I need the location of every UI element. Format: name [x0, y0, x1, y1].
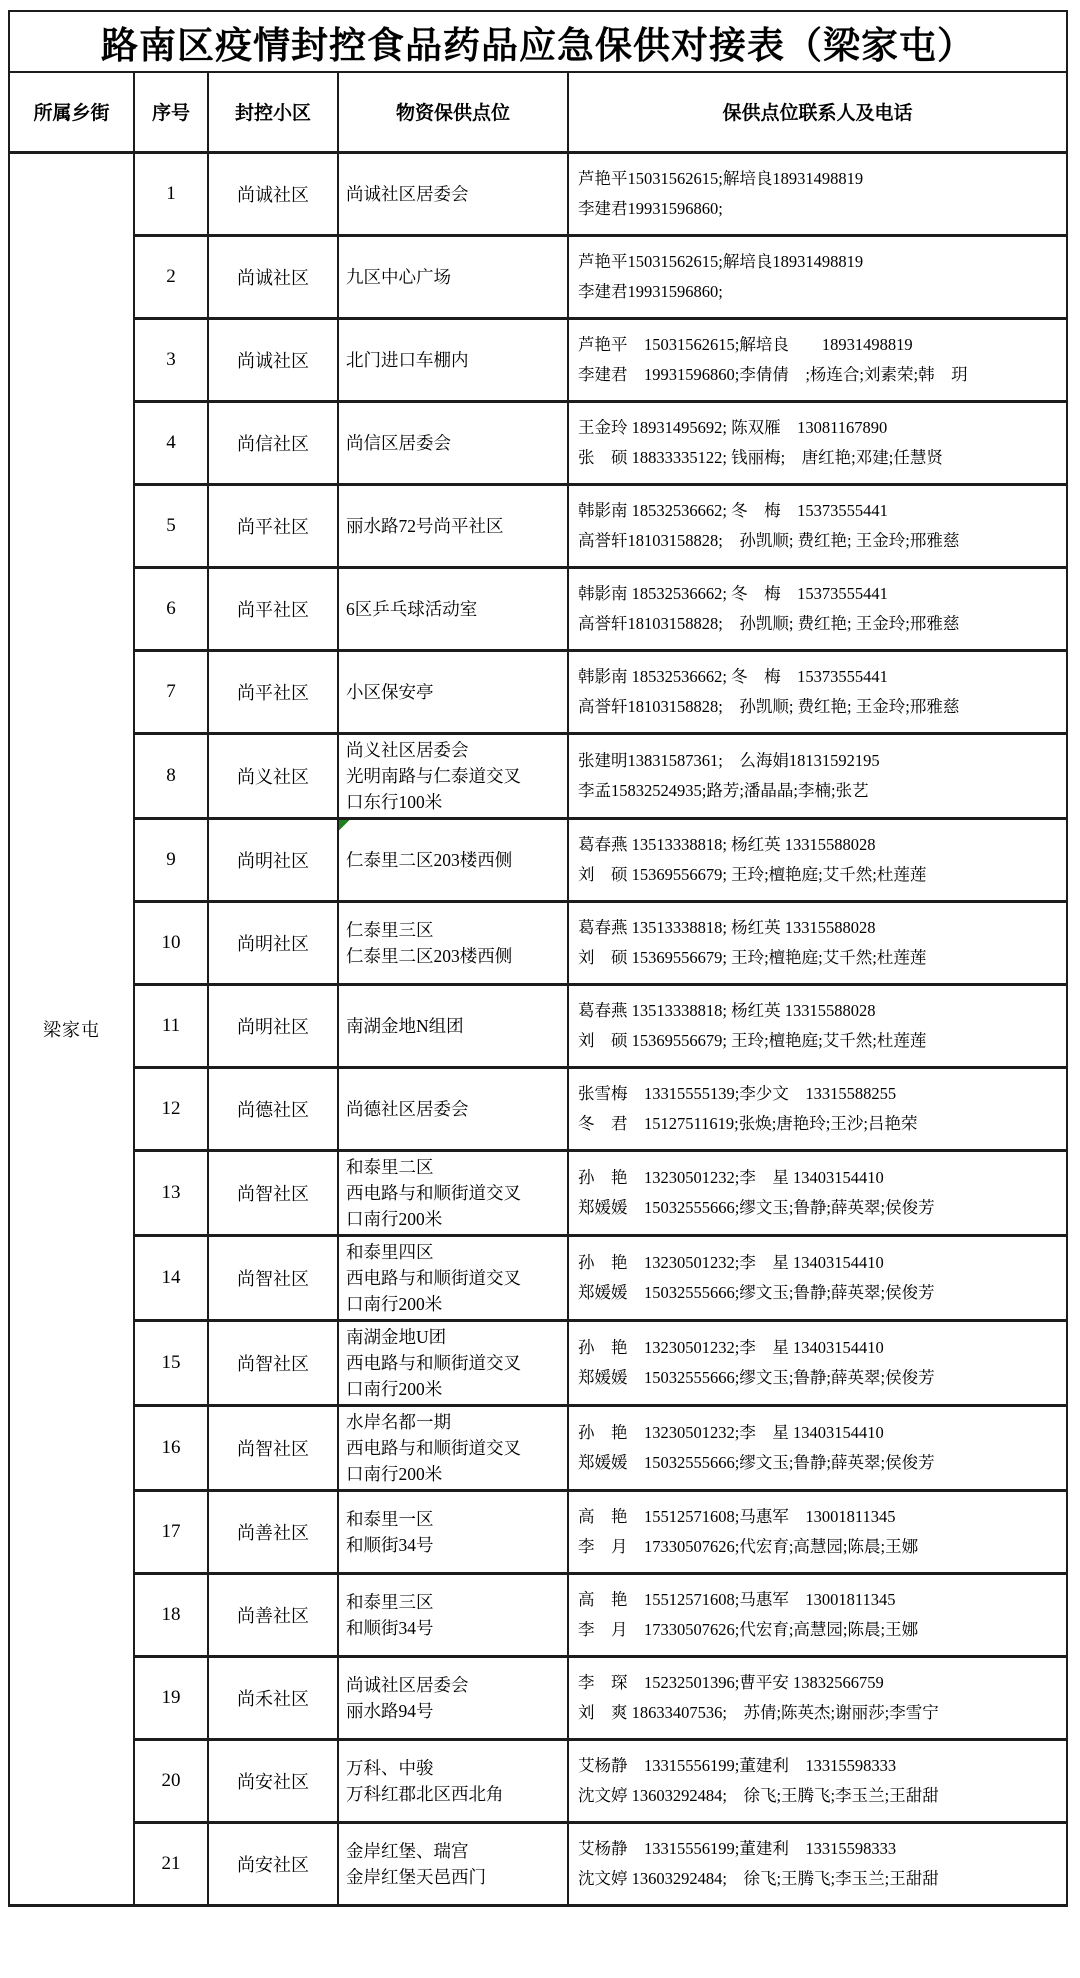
table-row — [9, 1235, 1067, 1320]
community-cell: 尚诚社区 — [208, 235, 338, 318]
contact-cell — [568, 318, 1067, 401]
contact-line: 韩影南 18532536662; 冬 梅 15373555441 — [578, 583, 888, 603]
contact-line: 孙 艳 13230501232;李 星 13403154410 — [578, 1337, 884, 1357]
location-line: 西电路与和顺街道交叉 — [346, 1437, 521, 1458]
table-row — [9, 318, 1067, 401]
contact-line: 李 琛 15232501396;曹平安 13832566759 — [578, 1672, 884, 1692]
page-title: 路南区疫情封控食品药品应急保供对接表（梁家屯） — [9, 11, 1067, 72]
table-row — [9, 1739, 1067, 1822]
location-cell — [338, 1573, 568, 1656]
location-line: 万科红郡北区西北角 — [346, 1783, 504, 1804]
community-cell: 尚德社区 — [208, 1067, 338, 1150]
location-cell — [338, 318, 568, 401]
location-cell — [338, 818, 568, 901]
seq-cell: 18 — [134, 1573, 208, 1656]
location-cell — [338, 1656, 568, 1739]
location-line: 和泰里一区 — [346, 1508, 434, 1529]
seq-cell: 12 — [134, 1067, 208, 1150]
location-cell — [338, 567, 568, 650]
location-cell — [338, 152, 568, 235]
location-line: 西电路与和顺街道交叉 — [346, 1352, 521, 1373]
contact-line: 韩影南 18532536662; 冬 梅 15373555441 — [578, 666, 888, 686]
community-cell: 尚禾社区 — [208, 1656, 338, 1739]
table-row — [9, 567, 1067, 650]
community-cell: 尚明社区 — [208, 901, 338, 984]
contact-line: 高誉轩18103158828; 孙凯顺; 费红艳; 王金玲;邢雅慈 — [578, 613, 960, 633]
table-row — [9, 401, 1067, 484]
table-row — [9, 901, 1067, 984]
location-line: 口东行100米 — [346, 791, 443, 812]
contact-line: 李 月 17330507626;代宏育;高慧园;陈晨;王娜 — [578, 1536, 919, 1556]
header-township: 所属乡街 — [9, 72, 134, 152]
contact-line: 孙 艳 13230501232;李 星 13403154410 — [578, 1252, 884, 1272]
contact-line: 孙 艳 13230501232;李 星 13403154410 — [578, 1167, 884, 1187]
contact-cell — [568, 984, 1067, 1067]
location-line: 金岸红堡、瑞宫 — [346, 1840, 469, 1861]
location-line: 仁泰里二区203楼西侧 — [346, 945, 513, 966]
location-line: 和顺街34号 — [346, 1534, 434, 1555]
seq-cell: 14 — [134, 1235, 208, 1320]
seq-cell: 11 — [134, 984, 208, 1067]
contact-line: 郑媛媛 15032555666;缪文玉;鲁静;薛英翠;侯俊芳 — [578, 1197, 935, 1217]
contact-line: 刘 硕 15369556679; 王玲;檀艳庭;艾千然;杜莲莲 — [578, 947, 927, 967]
contact-line: 张建明13831587361; 么海娟18131592195 — [578, 750, 880, 770]
contact-line: 芦艳平 15031562615;解培良 18931498819 — [578, 334, 913, 354]
location-line: 南湖金地U团 — [346, 1326, 447, 1347]
location-cell — [338, 901, 568, 984]
location-line: 尚义社区居委会 — [346, 739, 469, 760]
community-cell: 尚明社区 — [208, 818, 338, 901]
contact-cell — [568, 650, 1067, 733]
location-cell — [338, 1235, 568, 1320]
header-contact: 保供点位联系人及电话 — [568, 72, 1067, 152]
contact-line: 刘 硕 15369556679; 王玲;檀艳庭;艾千然;杜莲莲 — [578, 864, 927, 884]
table-row — [9, 1656, 1067, 1739]
location-line: 和泰里四区 — [346, 1241, 434, 1262]
location-line: 和顺街34号 — [346, 1617, 434, 1638]
location-cell — [338, 1405, 568, 1490]
contact-line: 高誉轩18103158828; 孙凯顺; 费红艳; 王金玲;邢雅慈 — [578, 530, 960, 550]
location-line: 水岸名都一期 — [346, 1411, 451, 1432]
contact-cell — [568, 567, 1067, 650]
seq-cell: 5 — [134, 484, 208, 567]
header-seq: 序号 — [134, 72, 208, 152]
contact-cell — [568, 1067, 1067, 1150]
location-cell — [338, 484, 568, 567]
table-row — [9, 1573, 1067, 1656]
contact-line: 刘 爽 18633407536; 苏倩;陈英杰;谢丽莎;李雪宁 — [578, 1702, 939, 1722]
table-row — [9, 1067, 1067, 1150]
location-line: 丽水路94号 — [346, 1700, 434, 1721]
contact-cell — [568, 1822, 1067, 1905]
contact-cell — [568, 1320, 1067, 1405]
location-line: 九区中心广场 — [346, 266, 451, 287]
contact-line: 芦艳平15031562615;解培良18931498819 — [578, 168, 864, 188]
location-line: 仁泰里二区203楼西侧 — [346, 849, 513, 870]
seq-cell: 21 — [134, 1822, 208, 1905]
location-cell — [338, 1150, 568, 1235]
contact-cell — [568, 901, 1067, 984]
community-cell: 尚智社区 — [208, 1150, 338, 1235]
location-line: 和泰里三区 — [346, 1591, 434, 1612]
community-cell: 尚平社区 — [208, 650, 338, 733]
contact-line: 李 月 17330507626;代宏育;高慧园;陈晨;王娜 — [578, 1619, 919, 1639]
table-row — [9, 733, 1067, 818]
contact-cell — [568, 1405, 1067, 1490]
location-line: 口南行200米 — [346, 1293, 443, 1314]
contact-line: 高 艳 15512571608;马惠军 13001811345 — [578, 1589, 896, 1609]
location-cell — [338, 235, 568, 318]
location-line: 口南行200米 — [346, 1208, 443, 1229]
location-line: 万科、中骏 — [346, 1757, 434, 1778]
contact-cell — [568, 733, 1067, 818]
table-row — [9, 235, 1067, 318]
column-header-row — [9, 72, 1067, 152]
contact-line: 高誉轩18103158828; 孙凯顺; 费红艳; 王金玲;邢雅慈 — [578, 696, 960, 716]
location-line: 尚信区居委会 — [346, 432, 451, 453]
location-line: 光明南路与仁泰道交叉 — [346, 765, 521, 786]
location-line: 南湖金地N组团 — [346, 1015, 464, 1036]
contact-line: 高 艳 15512571608;马惠军 13001811345 — [578, 1506, 896, 1526]
location-line: 尚德社区居委会 — [346, 1098, 469, 1119]
contact-cell — [568, 484, 1067, 567]
contact-line: 王金玲 18931495692; 陈双雁 13081167890 — [578, 417, 888, 437]
contact-cell — [568, 401, 1067, 484]
location-line: 丽水路72号尚平社区 — [346, 515, 504, 536]
location-line: 口南行200米 — [346, 1463, 443, 1484]
contact-cell — [568, 1656, 1067, 1739]
seq-cell: 6 — [134, 567, 208, 650]
seq-cell: 4 — [134, 401, 208, 484]
contact-line: 郑媛媛 15032555666;缪文玉;鲁静;薛英翠;侯俊芳 — [578, 1452, 935, 1472]
community-cell: 尚诚社区 — [208, 152, 338, 235]
location-cell — [338, 1739, 568, 1822]
table-row — [9, 1490, 1067, 1573]
contact-line: 韩影南 18532536662; 冬 梅 15373555441 — [578, 500, 888, 520]
seq-cell: 19 — [134, 1656, 208, 1739]
community-cell: 尚善社区 — [208, 1490, 338, 1573]
contact-line: 李孟15832524935;路芳;潘晶晶;李楠;张艺 — [578, 780, 869, 800]
contact-line: 沈文婷 13603292484; 徐飞;王腾飞;李玉兰;王甜甜 — [578, 1785, 939, 1805]
community-cell: 尚平社区 — [208, 484, 338, 567]
location-line: 西电路与和顺街道交叉 — [346, 1267, 521, 1288]
contact-line: 李建君19931596860; — [578, 281, 723, 301]
community-cell: 尚信社区 — [208, 401, 338, 484]
contact-cell — [568, 818, 1067, 901]
table-row — [9, 1405, 1067, 1490]
location-cell — [338, 650, 568, 733]
location-cell — [338, 401, 568, 484]
green-corner-marker — [339, 820, 350, 831]
contact-cell — [568, 1150, 1067, 1235]
location-cell — [338, 1490, 568, 1573]
seq-cell: 1 — [134, 152, 208, 235]
contact-cell — [568, 1573, 1067, 1656]
seq-cell: 17 — [134, 1490, 208, 1573]
location-cell — [338, 984, 568, 1067]
community-cell: 尚智社区 — [208, 1235, 338, 1320]
location-cell — [338, 1320, 568, 1405]
seq-cell: 2 — [134, 235, 208, 318]
location-cell — [338, 733, 568, 818]
contact-line: 艾杨静 13315556199;董建利 13315598333 — [578, 1755, 897, 1775]
community-cell: 尚义社区 — [208, 733, 338, 818]
contact-line: 沈文婷 13603292484; 徐飞;王腾飞;李玉兰;王甜甜 — [578, 1868, 939, 1888]
table-row — [9, 1320, 1067, 1405]
contact-line: 葛春燕 13513338818; 杨红英 13315588028 — [578, 917, 876, 937]
table-row — [9, 650, 1067, 733]
location-line: 北门进口车棚内 — [346, 349, 469, 370]
community-cell: 尚智社区 — [208, 1405, 338, 1490]
contact-line: 张 硕 18833335122; 钱丽梅; 唐红艳;邓建;任慧贤 — [578, 447, 943, 467]
contact-cell — [568, 235, 1067, 318]
contact-line: 张雪梅 13315555139;李少文 13315588255 — [578, 1083, 897, 1103]
header-community: 封控小区 — [208, 72, 338, 152]
table-row — [9, 1822, 1067, 1905]
seq-cell: 10 — [134, 901, 208, 984]
table-row — [9, 984, 1067, 1067]
seq-cell: 16 — [134, 1405, 208, 1490]
table-row — [9, 484, 1067, 567]
table-row — [9, 818, 1067, 901]
community-cell: 尚平社区 — [208, 567, 338, 650]
location-line: 西电路与和顺街道交叉 — [346, 1182, 521, 1203]
location-cell — [338, 1822, 568, 1905]
seq-cell: 7 — [134, 650, 208, 733]
contact-cell — [568, 152, 1067, 235]
contact-cell — [568, 1739, 1067, 1822]
contact-cell — [568, 1490, 1067, 1573]
contact-line: 葛春燕 13513338818; 杨红英 13315588028 — [578, 834, 876, 854]
seq-cell: 3 — [134, 318, 208, 401]
contact-line: 冬 君 15127511619;张焕;唐艳玲;王沙;吕艳荣 — [578, 1113, 918, 1133]
location-line: 仁泰里三区 — [346, 919, 434, 940]
community-cell: 尚诚社区 — [208, 318, 338, 401]
community-cell: 尚安社区 — [208, 1739, 338, 1822]
contact-line: 孙 艳 13230501232;李 星 13403154410 — [578, 1422, 884, 1442]
township-cell: 梁家屯 — [9, 152, 134, 1905]
seq-cell: 9 — [134, 818, 208, 901]
contact-line: 郑媛媛 15032555666;缪文玉;鲁静;薛英翠;侯俊芳 — [578, 1282, 935, 1302]
community-cell: 尚安社区 — [208, 1822, 338, 1905]
supply-contact-table — [8, 10, 1068, 1907]
contact-line: 刘 硕 15369556679; 王玲;檀艳庭;艾千然;杜莲莲 — [578, 1030, 927, 1050]
community-cell: 尚明社区 — [208, 984, 338, 1067]
location-line: 和泰里二区 — [346, 1156, 434, 1177]
location-line: 小区保安亭 — [346, 681, 434, 702]
location-line: 金岸红堡天邑西门 — [346, 1866, 486, 1887]
location-cell — [338, 1067, 568, 1150]
community-cell: 尚善社区 — [208, 1573, 338, 1656]
contact-cell — [568, 1235, 1067, 1320]
contact-line: 李建君 19931596860;李倩倩 ;杨连合;刘素荣;韩 玥 — [578, 364, 968, 384]
header-location: 物资保供点位 — [338, 72, 568, 152]
location-line: 6区乒乓球活动室 — [346, 598, 478, 619]
contact-line: 艾杨静 13315556199;董建利 13315598333 — [578, 1838, 897, 1858]
seq-cell: 15 — [134, 1320, 208, 1405]
contact-line: 郑媛媛 15032555666;缪文玉;鲁静;薛英翠;侯俊芳 — [578, 1367, 935, 1387]
table-row — [9, 152, 1067, 235]
seq-cell: 20 — [134, 1739, 208, 1822]
location-line: 尚诚社区居委会 — [346, 183, 469, 204]
contact-line: 葛春燕 13513338818; 杨红英 13315588028 — [578, 1000, 876, 1020]
contact-line: 李建君19931596860; — [578, 198, 723, 218]
seq-cell: 8 — [134, 733, 208, 818]
contact-line: 芦艳平15031562615;解培良18931498819 — [578, 251, 864, 271]
location-line: 尚诚社区居委会 — [346, 1674, 469, 1695]
location-line: 口南行200米 — [346, 1378, 443, 1399]
table-row — [9, 1150, 1067, 1235]
community-cell: 尚智社区 — [208, 1320, 338, 1405]
title-row — [9, 11, 1067, 72]
seq-cell: 13 — [134, 1150, 208, 1235]
